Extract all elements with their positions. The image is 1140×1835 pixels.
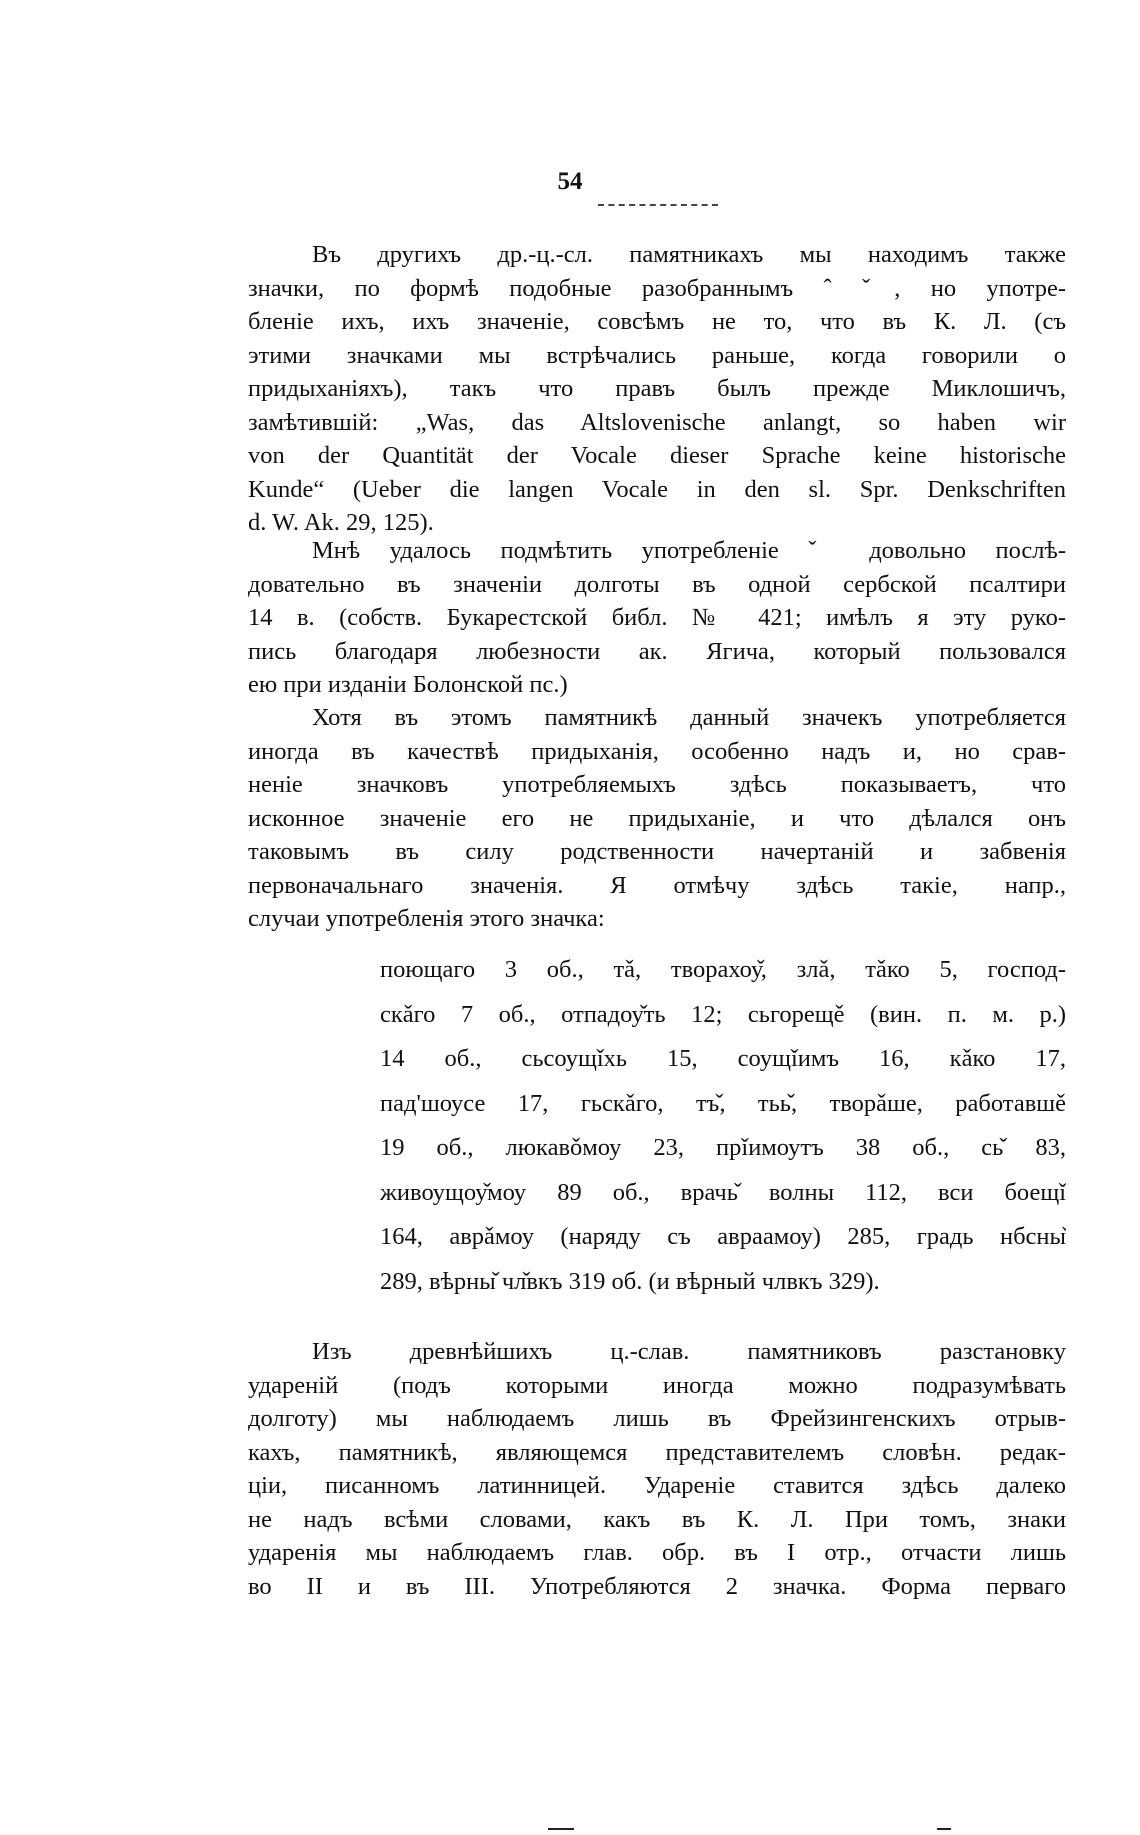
example-line: пад'шоусе 17, гьскǎго, тъ̌, тьь̌, творǎше, работавшě <box>380 1089 1066 1117</box>
example-line: 289, вѣрны̌ чл̌вкъ 319 об. (и вѣрный члвкъ 329). <box>380 1267 880 1295</box>
footer-mark <box>548 1828 574 1830</box>
example-line: скǎго 7 об., отпадоу̌ть 12; сьгорещě (вин. п. м. р.) <box>380 1000 1066 1028</box>
text-line: кахъ, памятникѣ, являющемся представителемъ словѣн. редак- <box>248 1438 1066 1466</box>
example-line: 14 об., сьсоущǐхь 15, соущǐимъ 16, кǎко 17, <box>380 1045 1066 1072</box>
text-line: придыханіяхъ), такъ что правъ былъ прежде Миклошичъ, <box>248 375 1066 402</box>
text-line: Въ другихъ др.-ц.-сл. памятникахъ мы находимъ также <box>312 241 1066 268</box>
text-line: не надъ всѣми словами, какъ въ К. Л. При томъ, знаки <box>248 1505 1066 1533</box>
text-line: d. W. Ak. 29, 125). <box>248 509 434 536</box>
text-line: пись благодаря любезности ак. Ягича, который пользовался <box>248 637 1066 665</box>
text-line: бленіе ихъ, ихъ значеніе, совсѣмъ не то, что въ К. Л. (съ <box>248 308 1066 335</box>
paragraph-4 <box>248 1335 1066 1603</box>
text-line: довательно въ значеніи долготы въ одной сербской псалтири <box>248 570 1066 598</box>
text-line: Изъ древнѣйшихъ ц.-слав. памятниковъ разстановку <box>312 1338 1066 1365</box>
text-line: таковымъ въ силу родственности начертаній и забвенія <box>248 838 1066 865</box>
text-line: случаи употребленія этого значка: <box>248 905 605 932</box>
example-line: поющаго 3 об., тǎ, творахоу̌, злǎ, тǎко 5, господ- <box>380 956 1066 983</box>
text-line: Мнѣ удалось подмѣтить употребленіе ˇ довольно послѣ- <box>312 537 1066 564</box>
paragraph-1 <box>248 238 1066 540</box>
example-line: 19 об., люкавǒмоу 23, прǐимоутъ 38 об., сь̌ 83, <box>380 1134 1066 1161</box>
text-line: ціи, писанномъ латинницей. Удареніе ставится здѣсь далеко <box>248 1472 1066 1499</box>
page-number-rule <box>598 204 718 206</box>
text-line: во II и въ III. Употребляются 2 значка. Форма перваго <box>248 1572 1066 1600</box>
text-line: долготу) мы наблюдаемъ лишь въ Фрейзингенскихъ отрыв- <box>248 1405 1066 1432</box>
page-number: 54 <box>557 168 583 195</box>
text-line: первоначальнаго значенія. Я отмѣчу здѣсь такіе, напр., <box>248 871 1066 899</box>
example-line: живоущоу̌моу 89 об., врачь̌ волны 112, вси боещǐ <box>380 1178 1066 1206</box>
text-line: иногда въ качествѣ придыханія, особенно надъ и, но срав- <box>248 737 1066 765</box>
paragraph-3 <box>248 701 1066 936</box>
text-line: этими значками мы встрѣчались раньше, когда говорили о <box>248 341 1066 369</box>
text-line: ею при изданіи Болонской пс.) <box>248 671 568 698</box>
text-line: Хотя въ этомъ памятникѣ данный значекъ употребляется <box>312 704 1066 731</box>
text-line: удареній (подъ которыми иногда можно подразумѣвать <box>248 1371 1066 1399</box>
paragraph-2 <box>248 534 1066 702</box>
footer-mark <box>937 1828 951 1830</box>
example-line: 164, аврǎмоу (наряду съ авраамоу) 285, градь нбсны̌ <box>380 1223 1066 1250</box>
text-line: значки, по формѣ подобные разобраннымъ ˆ ˇ, но употре- <box>248 274 1066 302</box>
text-line: исконное значеніе его не придыханіе, и что дѣлался онъ <box>248 804 1066 832</box>
example-list <box>380 948 1066 1304</box>
text-line: 14 в. (собств. Букарестской библ. № 421; имѣлъ я эту руко- <box>248 604 1066 631</box>
text-line: замѣтившій: „Was, das Altslovenische anlangt, so haben wir <box>248 408 1066 436</box>
text-line: Kunde“ (Ueber die langen Vocale in den sl. Spr. Denkschriften <box>248 475 1066 503</box>
text-line: неніе значковъ употребляемыхъ здѣсь показываетъ, что <box>248 771 1066 798</box>
text-line: ударенія мы наблюдаемъ глав. обр. въ I отр., отчасти лишь <box>248 1539 1066 1566</box>
text-line: von der Quantität der Vocale dieser Sprache keine historische <box>248 442 1066 469</box>
